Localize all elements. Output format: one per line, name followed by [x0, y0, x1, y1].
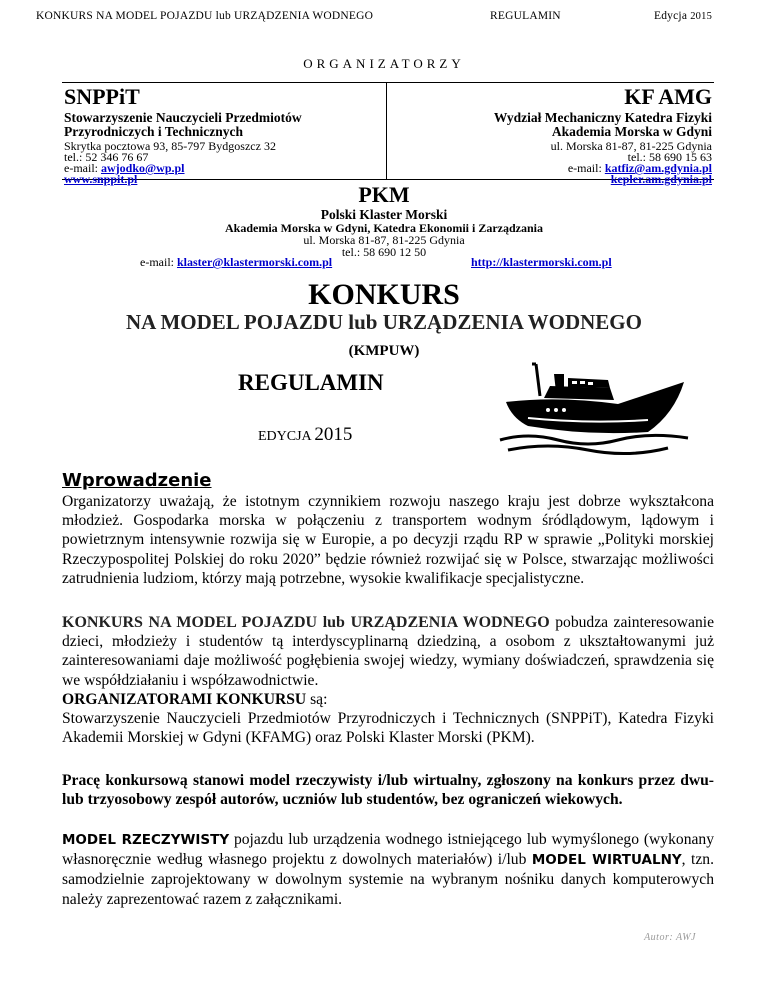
kfamg-email-label: e-mail: [567, 161, 602, 175]
pkm-name: Polski Klaster Morski [320, 207, 448, 222]
snppit-name-2: Przyrodniczych i Technicznych [64, 124, 243, 139]
intro-p5-mid: pojazdu lub urządzenia wodnego istniejącego lub wymyślonego (wykonany własnoręcznie według własnego projektu z dowolnych materiałów) i/lub [62, 831, 715, 869]
intro-paragraph-2 [62, 613, 714, 690]
intro-paragraph-1: Organizatorzy uważają, że istotnym czynnikiem rozwoju naszego kraju jest dobrze wykształcona młodzież. Gospodarka morska w połączeniu z transportem wodnym śródlądowym, lądowym i powietrznym intensywnie rozwija się w Europie, a po decyzji rządu RP w sprawie „Polityki morskiej Rzeczypospolitej Polskiej do roku 2020” będzie również rozwijać się w Polsce, stwarzając możliwości zatrudnienia ludziom, którzy mają potrzebne, wysokie kwalifikacje specjalistyczne. [62, 493, 714, 587]
pkm-email-link[interactable]: klaster@klastermorski.com.pl [176, 255, 333, 269]
divider-top [62, 82, 714, 83]
edition-title-year: 2015 [314, 424, 353, 445]
intro-paragraph-5 [62, 830, 714, 909]
section-heading-introduction: Wprowadzenie [62, 470, 212, 491]
running-header-edition [654, 10, 712, 22]
intro-paragraph-3 [62, 690, 714, 748]
snppit-www-link[interactable]: www.snppit.pl [64, 172, 138, 186]
regulations-title: REGULAMIN [238, 370, 384, 395]
kfamg-phone: tel.: 58 690 15 63 [627, 150, 712, 164]
intro-p3-colon: są: [306, 691, 328, 708]
intro-p5-lead-real: MODEL RZECZYWISTY [62, 832, 230, 848]
intro-p5-rest: , tzn. samodzielnie zaprojektowany w dowolnym systemie na wybranym nośniku danych komputerowych należy zaprezentować razem z załącznikami. [62, 851, 714, 908]
kfamg-www-link[interactable]: kepler.am.gdynia.pl [610, 172, 712, 186]
edition-title-label: EDYCJA [258, 429, 311, 444]
running-header-title: KONKURS NA MODEL POJAZDU lub URZĄDZENIA WODNEGO [36, 10, 374, 22]
snppit-phone: tel.: 52 346 76 67 [64, 150, 149, 164]
kfamg-email-link[interactable]: katfiz@am.gdynia.pl [604, 161, 712, 175]
intro-p3-lead: ORGANIZATORAMI KONKURSU [62, 691, 307, 708]
kfamg-address: ul. Morska 81-87, 81-225 Gdynia [550, 139, 712, 153]
organizers-title: ORGANIZATORZY [303, 56, 465, 71]
kfamg-name-1: Wydział Mechaniczny Katedra Fizyki [493, 110, 712, 125]
running-header-doc: REGULAMIN [490, 10, 561, 22]
intro-p5-lead-virtual: MODEL WIRTUALNY [531, 852, 682, 869]
pkm-www-link[interactable]: http://klastermorski.com.pl [471, 255, 612, 269]
author-footer: Autor: AWJ [644, 932, 696, 943]
kfamg-name-2: Akademia Morska w Gdyni [551, 124, 712, 139]
snppit-address: Skrytka pocztowa 93, 85-797 Bydgoszcz 32 [64, 139, 276, 153]
intro-p2-rest: pobudza zainteresowanie dzieci, młodzieży i studentów tą interdyscyplinarną dziedziną, a osobom z ukształtowanymi już zainteresowaniami daje możliwość pogłębienia swojej wiedzy, wymiany doświadczeń, sprawdzenia się we współdziałaniu i współzawodnictwie. [62, 614, 714, 689]
pkm-email-label: e-mail: [140, 255, 174, 269]
pkm-www-line [471, 256, 612, 268]
edition-year: 2015 [690, 11, 713, 22]
edition-label: Edycja [654, 10, 688, 22]
snppit-short: SNPPiT [64, 84, 140, 109]
intro-p3-rest: Stowarzyszenie Nauczycieli Przedmiotów Przyrodniczych i Technicznych (SNPPiT), Katedra Fizyki Akademii Morskiej w Gdyni (KFAMG) oraz Polski Klaster Morski (PKM). [62, 710, 714, 747]
snppit-email-label: e-mail: [64, 161, 98, 175]
intro-paragraph-4: Pracę konkursową stanowi model rzeczywisty i/lub wirtualny, zgłoszony na konkurs przez dwu- lub trzyosobowy zespół autorów, uczniów lub studentów, bez ograniczeń wiekowych. [62, 772, 714, 809]
pkm-email-line [140, 256, 332, 268]
edition [258, 424, 352, 446]
contest-abbreviation: (KMPUW) [348, 343, 420, 359]
ship-illustration [498, 352, 692, 456]
divider-vertical [386, 83, 387, 179]
contest-title: KONKURS [308, 278, 460, 311]
kfamg-short: KF AMG [624, 84, 712, 109]
pkm-affiliation: Akademia Morska w Gdyni, Katedra Ekonomii i Zarządzania [224, 221, 544, 235]
contest-full-name: NA MODEL POJAZDU lub URZĄDZENIA WODNEGO [126, 310, 642, 334]
pkm-address: ul. Morska 81-87, 81-225 Gdynia [303, 233, 465, 247]
snppit-name-1: Stowarzyszenie Nauczycieli Przedmiotów [64, 110, 302, 125]
pkm-phone: tel.: 58 690 12 50 [341, 245, 427, 259]
snppit-email-link[interactable]: awjodko@wp.pl [100, 161, 185, 175]
intro-p2-lead: KONKURS NA MODEL POJAZDU lub URZĄDZENIA WODNEGO [62, 614, 550, 631]
pkm-short: PKM [358, 182, 410, 207]
